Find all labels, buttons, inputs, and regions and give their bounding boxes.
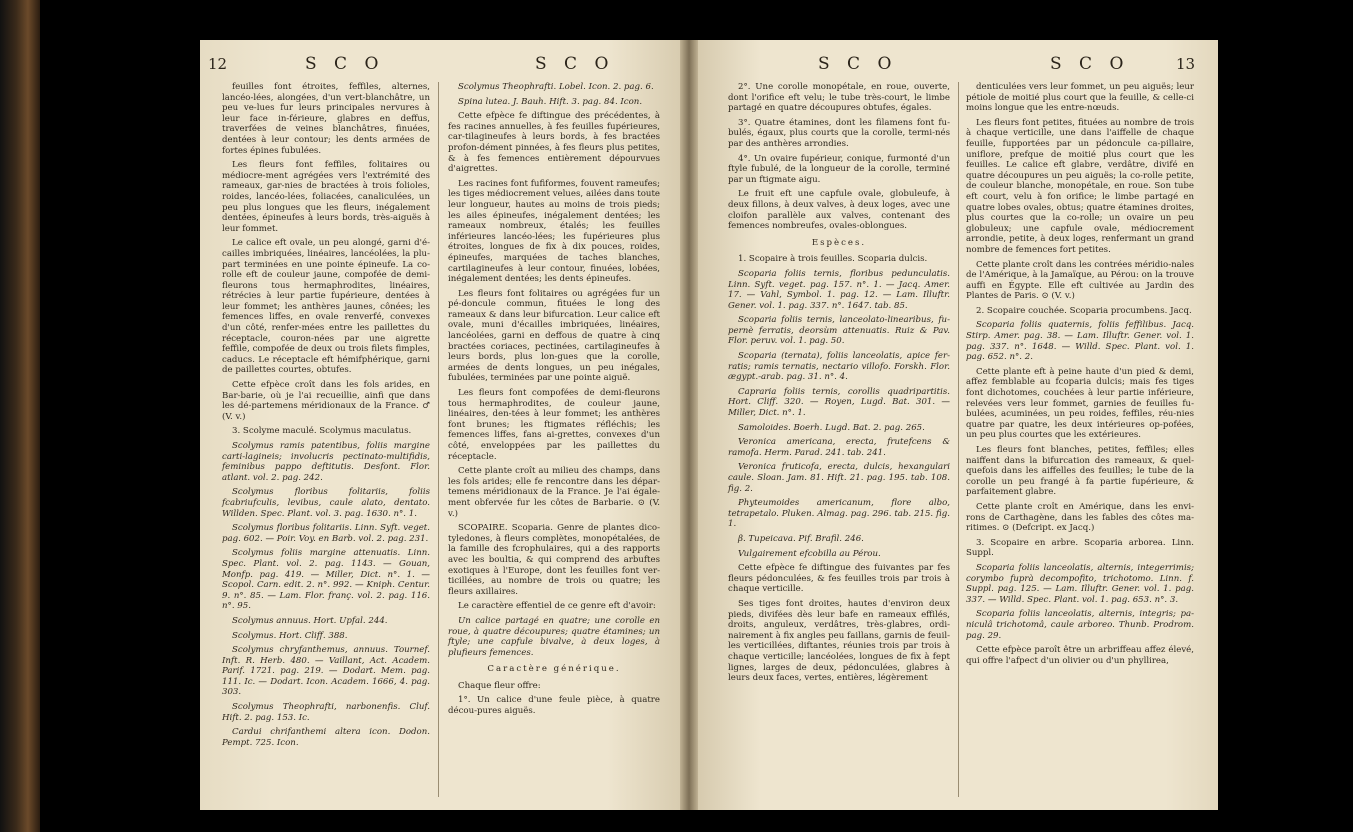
paragraph: 1. Scopaire à trois feuilles. Scoparia dulcis. <box>738 254 928 265</box>
paragraph: Caractère générique. <box>487 664 621 675</box>
book-cover-edge <box>0 0 40 832</box>
paragraph: Les fleurs font feffiles, folitaires ou médiocre-ment agrégées vers l'extrémité des rameaux, gar-nies de bractées à trois folioles, roides, lancéo-lées, foliacées, canaliculées, un peu plus longues que les fleurs, inégalement dentées, épineufes à leurs bords, très-aiguës à leur fommet. <box>222 160 430 234</box>
paragraph: Scoparia foliis ternis, floribus pedunculatis. Linn. Syft. veget. pag. 157. n°. 1. — Jacq. Amer. 17. — Vahl, Symbol. 1. pag. 12. — Lam. Illuftr. Gener. vol. 1. pag. 337. n°. 1647. tab. 85. <box>728 268 950 311</box>
paragraph: Vulgairement efcobilla au Pérou. <box>738 548 881 559</box>
paragraph: Cette plante eft à peine haute d'un pied & demi, affez femblable au fcoparia dulcis; mais fes tiges font dichotomes, couchées à leur partie inférieure, relevées vers leur fommet, garnies de feuilles fu-bulées, acuminées, un peu roides, feffiles, réu-nies quatre par quatre, les deux intérieures op-pofées, un peu plus courtes que les extérieures. <box>966 366 1194 441</box>
paragraph: Les fleurs font blanches, petites, feffiles; elles naiffent dans la bifurcation des rameaux, & quel-quefois dans les aiffelles des feuilles; le tube de la corolle un peu frangé à fa partie fupérieure, & parfaitement glabre. <box>966 445 1194 498</box>
paragraph: 2. Scopaire couchée. Scoparia procumbens. Jacq. <box>976 305 1192 316</box>
paragraph: Les fleurs font petites, fituées au nombre de trois à chaque verticille, une dans l'aiffelle de chaque feuille, fupportées par un pédoncule ca-pillaire, uniflore, prefque de moitié plus court que les feuilles. Le calice eft glabre, verdâtre, divifé en quatre découpures un peu aiguës; la co-rolle petite, de couleur blanche, monopétale, en roue. Son tube eft court, velu à fon orifice; le limbe partagé en quatre lobes ovales, obtus; quatre étamines droites, plus courtes que la co-rolle; un ovaire un peu globuleux; une capfule ovale, médiocrement arrondie, petite, à deux loges, renfermant un grand nombre de femences fort petites. <box>966 117 1194 255</box>
right-running-head-1: S C O <box>818 54 898 74</box>
paragraph: Les racines font fufiformes, fouvent rameufes; les tiges médiocrement velues, ailées dans toute leur longueur, hautes au moins de trois pieds; les ailes épineufes, inégalement dentées; les rameaux nombreux, étalés; les feuilles inférieures lancéo-lées; les fupérieures plus étroites, longues de fix à dix pouces, roides, épineufes, marquées de taches blanches, cartilagineufes à leur contour, finuées, lobées, inégalement dentées; les dents épineufes. <box>448 178 660 285</box>
paragraph: Scolymus floribus folitariis. Linn. Syft. veget. pag. 602. — Poir. Voy. en Barb. vol. 2. pag. 231. <box>222 523 430 544</box>
paragraph: Ses tiges font droites, hautes d'environ deux pieds, divifées dès leur bafe en rameaux effilés, droits, anguleux, verdâtres, très-glabres, ordi-nairement à fix angles peu faillans, garnis de feuil-les verticillées, diftantes, réunies trois par trois à chaque verticille; lancéolées, longues de fix à fept lignes, larges de deux, pédonculées, glabres à leurs deux faces, vertes, entières, légèrement <box>728 598 950 684</box>
paragraph: Un calice partagé en quatre; une corolle en roue, à quatre découpures; quatre étamines; un ftyle; une capfule bivalve, à deux loges, à plufieurs femences. <box>448 615 660 658</box>
paragraph: Cette efpèce fe diftingue des fuivantes par fes fleurs pédonculées, & fes feuilles trois par trois à chaque verticille. <box>728 563 950 595</box>
paragraph: 3. Scolyme maculé. Scolymus maculatus. <box>232 426 412 437</box>
right-column-1 <box>728 82 950 688</box>
paragraph: Scolymus ramis patentibus, foliis margine carti-lagineis; involucris pectinato-multifidis, feminibus pappo deftitutis. Desfont. Flor. atlant. vol. 2. pag. 242. <box>222 441 430 483</box>
paragraph: Scolymus. Hort. Cliff. 388. <box>232 630 348 641</box>
paragraph: Scoparia foliis lanceolatis, alternis, integris; pa-niculâ trichotomâ, caule arboreo. Thunb. Prodrom. pag. 29. <box>966 609 1194 641</box>
paragraph: Capraria foliis ternis, corollis quadripartitis. Hort. Cliff. 320. — Royen, Lugd. Bat. 301. — Miller, Dict. n°. 1. <box>728 386 950 419</box>
paragraph: Scoparia foliis lanceolatis, alternis, integerrimis; corymbo fuprà decompofito, trichotomo. Linn. f. Suppl. pag. 125. — Lam. Illuftr. Gener. vol. 1. pag. 337. — Willd. Spec. Plant. vol. 1. pag. 653. n°. 3. <box>966 562 1194 605</box>
left-running-head-2: S C O <box>535 54 615 74</box>
paragraph: Scolymus foliis margine attenuatis. Linn. Spec. Plant. vol. 2. pag. 1143. — Gouan, Monfp. pag. 419. — Miller, Dict. n°. 1. — Scopol. Carn. edit. 2. n°. 992. — Kniph. Centur. 9. n°. 85. — Lam. Flor. franç. vol. 2. pag. 116. n°. 95. <box>222 548 430 612</box>
paragraph: Cette plante croît au milieu des champs, dans les fols arides; elle fe rencontre dans les dépar-temens méridionaux de la France. Je l'ai égale-ment obfervée fur les côtes de Barbarie. ⊙ (V. v.) <box>448 466 660 519</box>
paragraph: Le calice eft ovale, un peu alongé, garni d'é-cailles imbriquées, linéaires, lancéolées, la plu-part terminées en une pointe épineufe. La co-rolle eft de couleur jaune, compofée de demi-fleurons tous hermaphrodites, linéaires, rétrécies à leur partie fupérieure, dentées à leur fommet; les anthères jaunes, cônées; les femences liffes, en ovale renverfé, convexes d'un côté, renfer-mées entre les paillettes du réceptacle, couron-nées par une aigrette feffile, compofée de deux ou trois filets fimples, caducs. Le réceptacle eft hémifphérique, garni de paillettes courtes, obtufes. <box>222 238 430 376</box>
paragraph: Scoparia (ternata), foliis lanceolatis, apice fer-ratis; ramis ternatis, nectario villofo. Forskh. Flor. ægypt.-arab. pag. 31. n°. 4. <box>728 351 950 383</box>
left-column-1 <box>222 82 430 752</box>
left-running-head-1: S C O <box>305 54 385 74</box>
paragraph: Cette efpèce croît dans les fols arides, en Bar-barie, où je l'ai recueillie, ainfi que dans les dé-partemens méridionaux de la France. ♂ (V. v.) <box>222 380 430 422</box>
paragraph: 4°. Un ovaire fupérieur, conique, furmonté d'un ftyle fubulé, de la longueur de la corolle, terminé par un ftigmate aigu. <box>728 153 950 185</box>
paragraph: 3°. Quatre étamines, dont les filamens font fu-bulés, égaux, plus courts que la corolle, termi-nés par des anthères arrondies. <box>728 117 950 149</box>
paragraph: Phyteumoides americanum, flore albo, tetrapetalo. Pluken. Almag. pag. 296. tab. 215. fig. 1. <box>728 498 950 530</box>
paragraph: 1°. Un calice d'une feule pièce, à quatre décou-pures aiguës. <box>448 695 660 717</box>
column-rule <box>438 82 439 797</box>
right-page <box>698 40 1218 810</box>
left-page-number <box>208 54 227 80</box>
paragraph: Cette plante croît dans les contrées méridio-nales de l'Amérique, à la Jamaïque, au Pérou: on la trouve auffi en Égypte. Elle eft cultivée au Jardin des Plantes de Paris. ⊙ (V. v.) <box>966 259 1194 302</box>
paragraph: Scolymus floribus folitariis, foliis fcabriufculis, levibus, caule alato, dentato. Willden. Spec. Plant. vol. 3. pag. 1630. n°. 1. <box>222 487 430 519</box>
page-number: 13 <box>1176 55 1196 73</box>
paragraph: Scoparia foliis ternis, lanceolato-linearibus, fu-pernè ferratis, deorsùm attenuatis. Ruiz & Pav. Flor. peruv. vol. 1. pag. 50. <box>728 315 950 347</box>
book-gutter <box>680 40 698 810</box>
paragraph: Les fleurs font folitaires ou agrégées fur un pé-doncule commun, fituées le long des rameaux & dans leur bifurcation. Leur calice eft ovale, muni d'écailles imbriquées, linéaires, lancéolées, garni en deffous de quatre à cinq bractées coriaces, pectinées, cartilagineufes à leurs bords, plus lon-gues que la corolle, armées de dents longues, un peu inégales, fubulées, terminées par une pointe aiguë. <box>448 288 660 384</box>
column-rule <box>958 82 959 797</box>
left-page <box>200 40 680 810</box>
paragraph: β. Tupeicava. Pif. Brafil. 246. <box>738 533 864 544</box>
paragraph: Scoparia foliis quaternis, foliis feffilibus. Jacq. Stirp. Amer. pag. 38. — Lam. Illuftr. Gener. vol. 1. pag. 337. n°. 1648. — Willd. Spec. Plant. vol. 1. pag. 652. n°. 2. <box>966 320 1194 363</box>
left-column-2 <box>448 82 660 721</box>
paragraph: Cardui chrifanthemi altera icon. Dodon. Pempt. 725. Icon. <box>222 727 430 748</box>
paragraph: Scolymus Theophrafti, narbonenfis. Cluf. Hift. 2. pag. 153. Ic. <box>222 702 430 723</box>
paragraph: denticulées vers leur fommet, un peu aiguës; leur pétiole de moitié plus court que la feuille, & celle-ci moins longue que les entre-nœuds. <box>966 82 1194 114</box>
paragraph: 3. Scopaire en arbre. Scoparia arborea. Linn. Suppl. <box>966 537 1194 559</box>
paragraph: Le fruit eft une capfule ovale, globuleufe, à deux fillons, à deux valves, à deux loges, avec une cloifon parallèle aux valves, contenant des femences nombreufes, ovales-oblongues. <box>728 189 950 232</box>
paragraph: Scolymus annuus. Hort. Upfal. 244. <box>232 615 388 626</box>
paragraph: Spina lutea. J. Bauh. Hift. 3. pag. 84. Icon. <box>458 96 643 107</box>
right-column-2 <box>966 82 1194 670</box>
paragraph: Chaque fleur offre: <box>458 680 541 691</box>
paragraph: Les fleurs font compofées de demi-fleurons tous hermaphrodites, de couleur jaune, linéaires, den-tées à leur fommet; les anthères font brunes; les ftigmates réfléchis; les femences liffes, fans ai-grettes, convexes d'un côté, enveloppées par les paillettes du réceptacle. <box>448 388 660 462</box>
paragraph: Veronica americana, erecta, frutefcens & ramofa. Herm. Parad. 241. tab. 241. <box>728 437 950 458</box>
paragraph: Le caractère effentiel de ce genre eft d'avoir: <box>458 601 656 612</box>
paragraph: Espèces. <box>811 237 867 248</box>
paragraph: Cette plante croît en Amérique, dans les envi-rons de Carthagène, dans les fables des côtes ma-ritimes. ⊙ (Defcript. ex Jacq.) <box>966 501 1194 534</box>
paragraph: SCOPAIRE. Scoparia. Genre de plantes dico-tyledones, à fleurs complètes, monopétalées, de la famille des fcrophulaires, qui a des rapports avec les boultia, & qui comprend des arbuftes exotiques à l'Europe, dont les feuilles font ver-ticillées, au nombre de trois ou quatre; les fleurs axillaires. <box>448 523 660 597</box>
paragraph: 2°. Une corolle monopétale, en roue, ouverte, dont l'orifice eft velu; le tube très-court, le limbe partagé en quatre découpures obtufes, égales. <box>728 82 950 114</box>
paragraph: Scolymus chryfanthemus, annuus. Tournef. Inft. R. Herb. 480. — Vaillant, Act. Academ. Parif. 1721. pag. 219. — Dodart. Mem. pag. 111. Ic. — Dodart. Icon. Academ. 1666, 4. pag. 303. <box>222 645 430 698</box>
paragraph: feuilles font étroites, feffiles, alternes, lancéo-lées, alongées, d'un vert-blanchâtre, un peu ve-lues fur leurs principales nervures à leur face in-férieure, glabres en deffus, traverfées de veines blanchâtres, finuées, dentées à leur contour; les dents armées de fortes épines fubulées. <box>222 82 430 156</box>
page-number: 12 <box>208 55 228 73</box>
paragraph: Samoloides. Boerh. Lugd. Bat. 2. pag. 265. <box>738 422 925 433</box>
paragraph: Veronica fruticofa, erecta, dulcis, hexangulari caule. Sloan. Jam. 81. Hift. 21. pag. 195. tab. 108. fig. 2. <box>728 462 950 494</box>
paragraph: Cette efpèce fe diftingue des précédentes, à fes racines annuelles, à fes feuilles fupérieures, car-tilagineufes à leurs bords, à fes bractées profon-dément pinnées, à fes fleurs plus petites, & à fes femences entièrement dépourvues d'aigrettes. <box>448 111 660 175</box>
paragraph: Scolymus Theophrafti. Lobel. Icon. 2. pag. 6. <box>458 82 654 92</box>
paragraph: Cette efpèce paroît être un arbriffeau affez élevé, qui offre l'afpect d'un olivier ou d'un phyllirea, <box>966 645 1194 666</box>
right-page-number <box>1176 54 1195 80</box>
right-running-head-2: S C O <box>1050 54 1130 74</box>
